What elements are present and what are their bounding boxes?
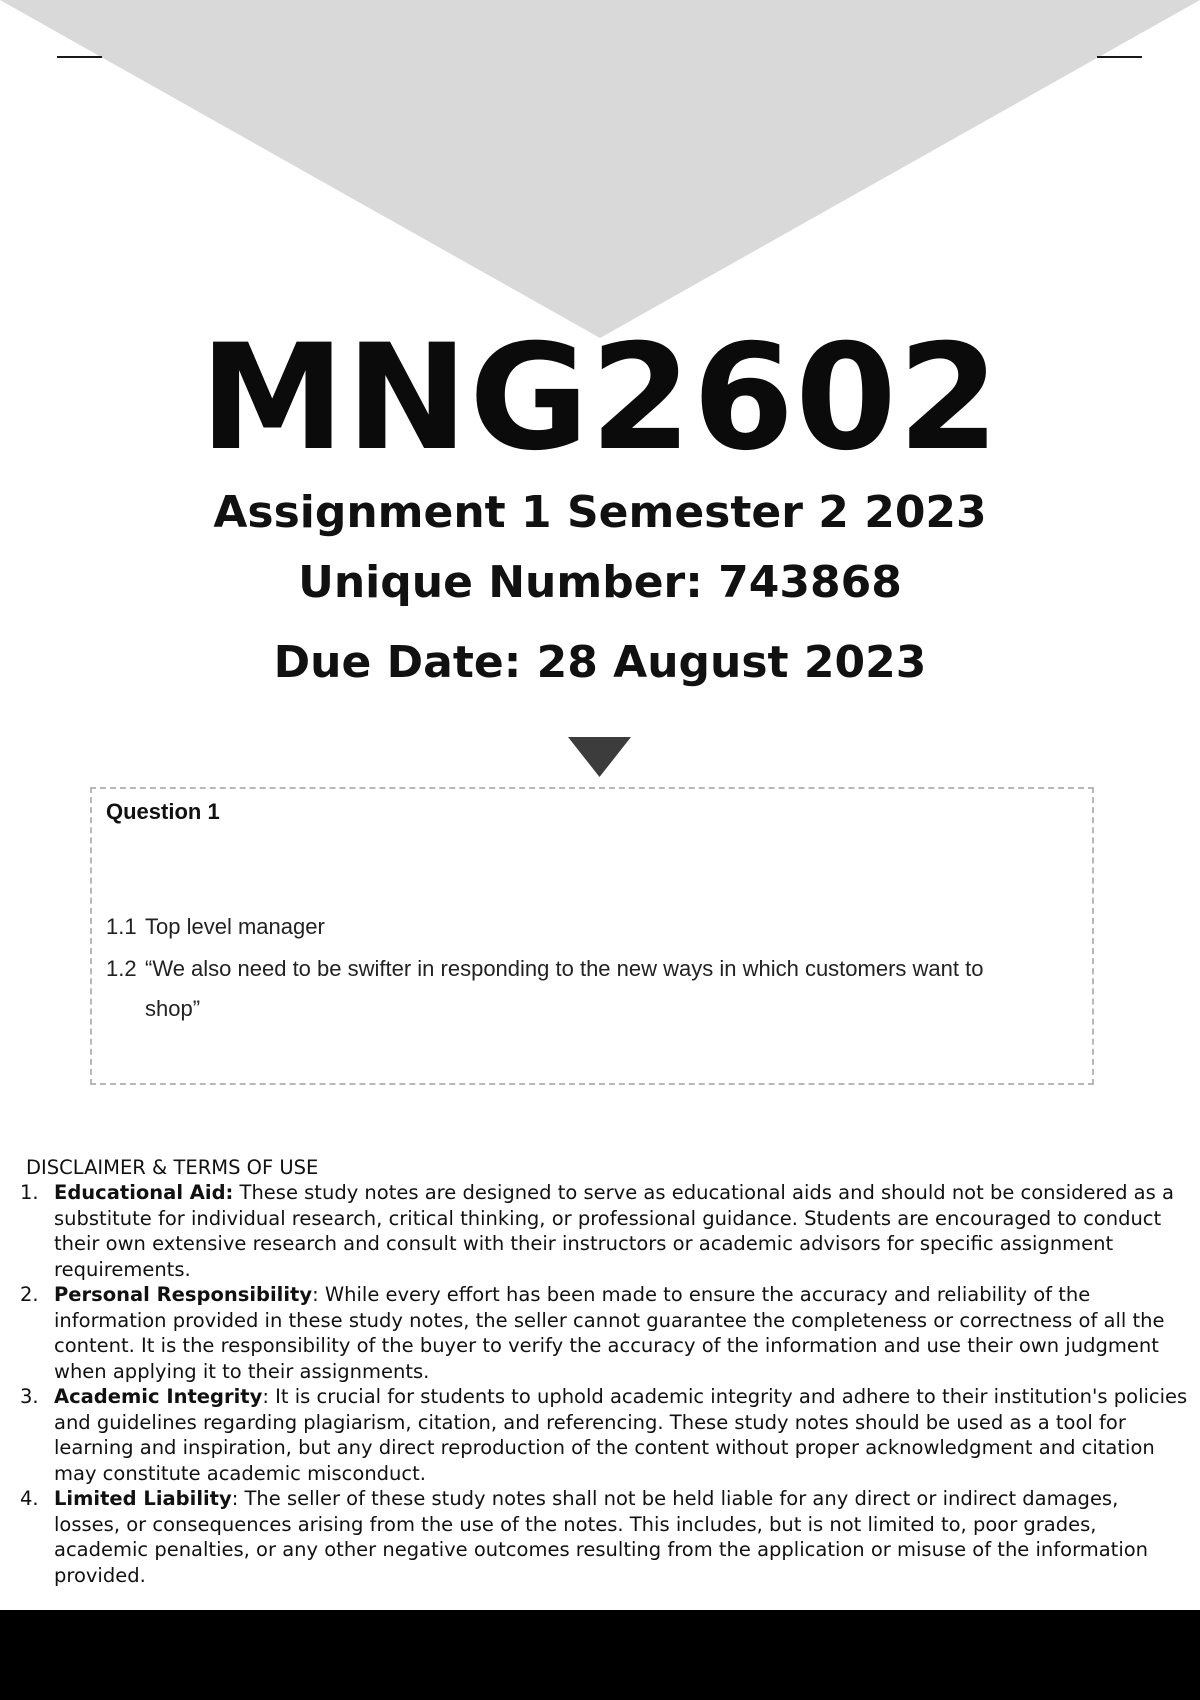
unique-number-line: Unique Number: 743868	[298, 557, 902, 608]
due-date-line: Due Date: 28 August 2023	[273, 637, 927, 688]
disclaimer-item-text: : While every effort has been made to ensure the accuracy and reliability of the information provided in these study notes, the seller cannot guarantee the completeness or correctness of all the content. It is the responsibility of the buyer to verify the accuracy of the information and use their own judgment when applying it to their assignments.	[54, 1283, 1165, 1383]
footer-bar	[0, 1610, 1200, 1700]
question-item-text-line2: shop”	[145, 996, 201, 1021]
disclaimer-item-text: : The seller of these study notes shall not be held liable for any direct or indirect damages, losses, or consequences arising from the use of the notes. This includes, but is not limited to, poor grades, academic penalties, or any other negative outcomes resulting from the application or misuse of the information provided.	[54, 1487, 1149, 1587]
disclaimer-heading: DISCLAIMER & TERMS OF USE	[26, 1156, 319, 1179]
question-item	[106, 907, 1066, 947]
disclaimer-item	[0, 1486, 1200, 1588]
disclaimer-item	[0, 1384, 1200, 1486]
course-code-title: MNG2602	[199, 313, 1001, 483]
question-box	[90, 787, 1094, 1085]
disclaimer-item	[0, 1180, 1200, 1282]
question-item-number: 1.2	[106, 956, 137, 981]
disclaimer-item	[0, 1282, 1200, 1384]
disclaimer-item-number: 2.	[20, 1283, 39, 1306]
disclaimer-item-text: These study notes are designed to serve as educational aids and should not be considered as a substitute for individual research, critical thinking, or professional guidance. Students are encouraged to conduct their own extensive research and consult with their instructors or academic advisors for specific assignment requirements.	[54, 1181, 1174, 1281]
question-item-text-line1: “We also need to be swifter in responding to the new ways in which customers want to	[145, 956, 984, 981]
disclaimer-item-term: Academic Integrity	[54, 1385, 263, 1408]
question-title: Question 1	[106, 799, 220, 824]
disclaimer-item-text: : It is crucial for students to uphold academic integrity and adhere to their institution's policies and guidelines regarding plagiarism, citation, and referencing. These study notes should be used as a tool for learning and inspiration, but any direct reproduction of the content without proper acknowledgment and citation may constitute academic misconduct.	[54, 1385, 1188, 1485]
disclaimer-item-number: 1.	[20, 1181, 39, 1204]
disclaimer-item-term: Limited Liability	[54, 1487, 232, 1510]
question-item	[106, 949, 1081, 1029]
disclaimer-item-term: Educational Aid:	[54, 1181, 234, 1204]
disclaimer-item-number: 4.	[20, 1487, 39, 1510]
down-arrow-icon	[568, 737, 631, 777]
question-item-number: 1.1	[106, 914, 137, 939]
disclaimer-item-term: Personal Responsibility	[54, 1283, 313, 1306]
assignment-subtitle: Assignment 1 Semester 2 2023	[213, 487, 987, 538]
top-chevron-shape	[0, 0, 1200, 338]
disclaimer-item-number: 3.	[20, 1385, 39, 1408]
disclaimer-section	[0, 1155, 1200, 1588]
disclaimer-list	[0, 1180, 1200, 1588]
question-item-text: Top level manager	[145, 914, 325, 939]
